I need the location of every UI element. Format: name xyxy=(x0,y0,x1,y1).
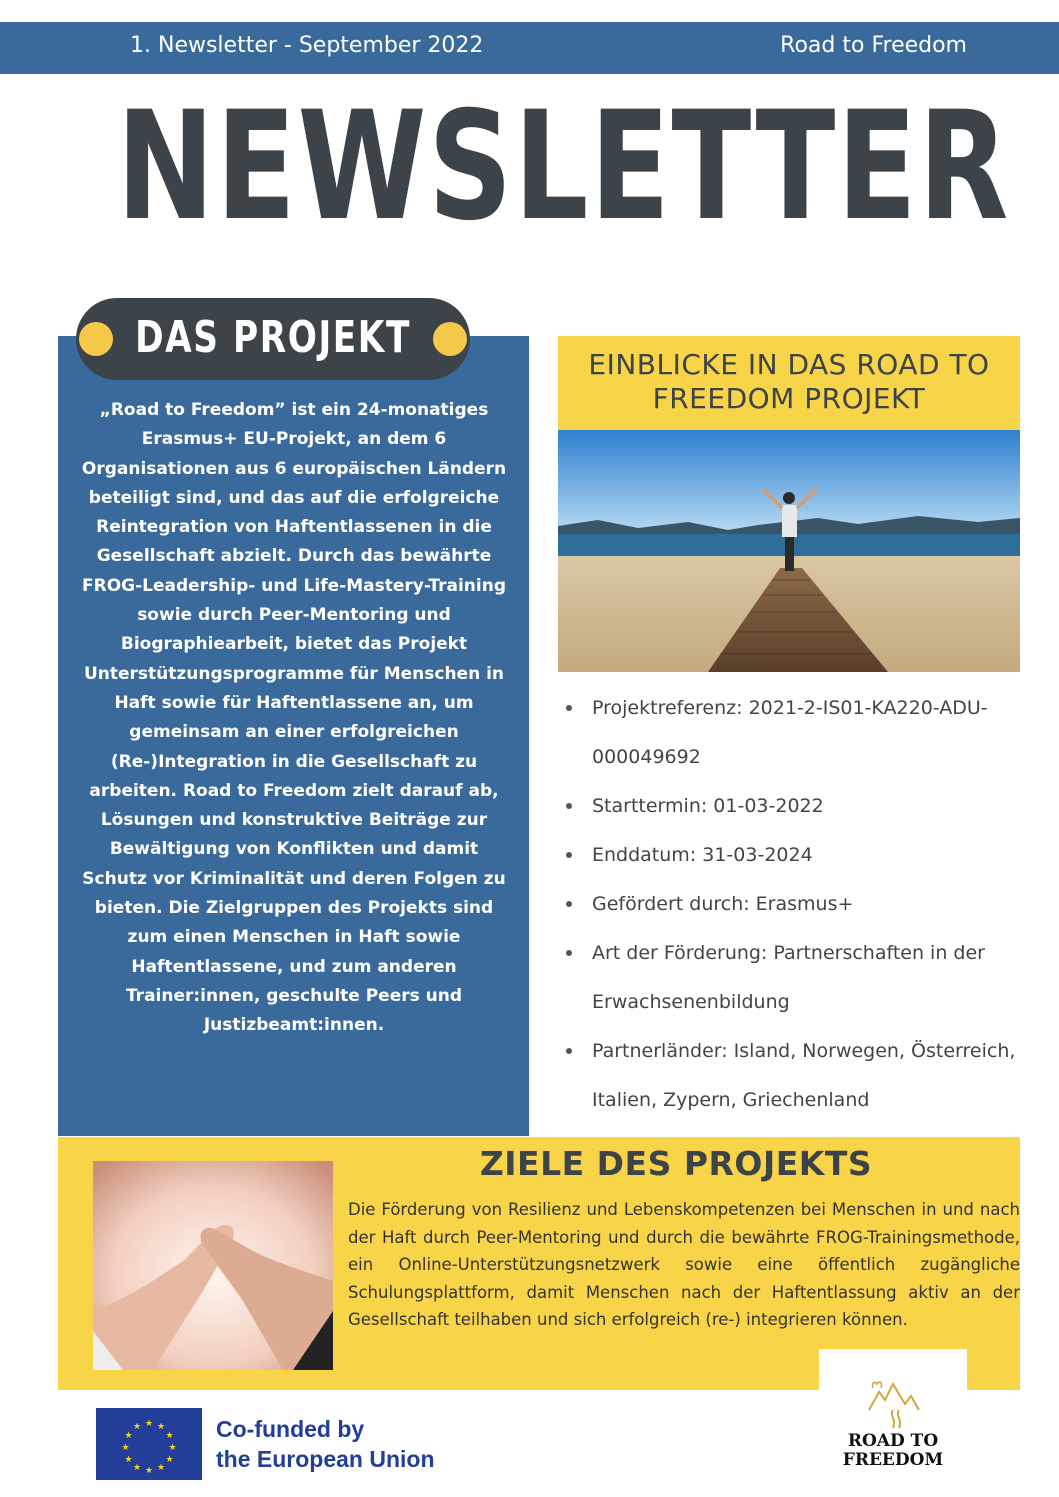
project-facts-list xyxy=(566,684,1026,1125)
ziele-description: Die Förderung von Resilienz und Lebenskompetenzen bei Menschen in und nach der Haft durch Peer-Mentoring und durch die bewährte FROG-Trainingsmethode, ein Online-Unterstützungsnetzwerk sowie eine öffentlich zugängliche Schulungsplattform, damit Menschen nach der Haftentlassung aktiv an der Gesellschaft teilhaben und sich erfolgreich (re-) integrieren können. xyxy=(348,1200,1020,1329)
projekt-title: DAS PROJEKT xyxy=(135,312,411,363)
hands-photo xyxy=(93,1161,333,1370)
svg-text:★: ★ xyxy=(156,1463,166,1473)
ziele-title: ZIELE DES PROJEKTS xyxy=(479,1144,873,1183)
eu-flag-icon xyxy=(96,1408,202,1480)
dot-icon xyxy=(79,322,113,356)
dot-icon xyxy=(433,322,467,356)
fact-funding-type: Art der Förderung: Partnerschaften in der Erwachsenenbildung xyxy=(566,929,1026,1027)
svg-text:★: ★ xyxy=(124,1455,133,1465)
beach-photo xyxy=(558,430,1020,672)
svg-text:★: ★ xyxy=(121,1443,130,1453)
logo-line-1: ROAD TO xyxy=(847,1431,939,1451)
fact-funding: Gefördert durch: Erasmus+ xyxy=(566,880,1026,929)
svg-text:★: ★ xyxy=(156,1422,166,1432)
einblicke-title: EINBLICKE IN DAS ROAD TO FREEDOM PROJEKT xyxy=(588,348,990,415)
eu-line-1: Co-funded by xyxy=(216,1416,365,1442)
road-to-freedom-logo xyxy=(828,1370,958,1480)
fact-start-date: Starttermin: 01-03-2022 xyxy=(566,782,1026,831)
svg-text:★: ★ xyxy=(144,1419,154,1429)
eu-cofunded-label xyxy=(216,1414,435,1474)
logo-line-2: FREEDOM xyxy=(842,1450,944,1470)
fact-partner-countries: Partnerländer: Island, Norwegen, Österreich, Italien, Zypern, Griechenland xyxy=(566,1027,1026,1125)
svg-text:★: ★ xyxy=(144,1466,154,1476)
mountain-road-icon xyxy=(863,1370,923,1430)
projekt-heading-pill xyxy=(76,298,470,380)
logo-wordmark xyxy=(828,1432,958,1470)
svg-text:★: ★ xyxy=(165,1455,174,1465)
projekt-description: „Road to Freedom” ist ein 24-monatiges Erasmus+ EU-Projekt, an dem 6 Organisationen aus 6 europäischen Ländern beteiligt sind, und das auf die erfolgreiche Reintegration von Haftentlassenen in die Gesellschaft abzielt. Durch das bewährte FROG-Leadership- und Life-Mastery-Training sowie durch Peer-Mentoring und Biographiearbeit, bietet das Projekt Unterstützungsprogramme für Menschen in Haft sowie für Haftentlassene an, um gemeinsam an einer erfolgreichen (Re-)Integration in die Gesellschaft zu arbeiten. Road to Freedom zielt darauf ab, Lösungen und konstruktive Beiträge zur Bewältigung von Konflikten und damit Schutz vor Kriminalität und deren Folgen zu bieten. Die Zielgruppen des Projekts sind zum einen Menschen in Haft sowie Haftentlassene, und zum anderen Trainer:innen, geschulte Peers und Justizbeamt:innen. xyxy=(81,400,507,1036)
svg-text:★: ★ xyxy=(165,1431,174,1441)
fact-end-date: Enddatum: 31-03-2024 xyxy=(566,831,1026,880)
fact-reference: Projektreferenz: 2021-2-IS01-KA220-ADU-000049692 xyxy=(566,684,1026,782)
header-bar xyxy=(0,22,1059,74)
masthead-title: NEWSLETTER xyxy=(116,80,1011,254)
brand-label: Road to Freedom xyxy=(780,33,967,58)
einblicke-header xyxy=(558,336,1020,430)
svg-text:★: ★ xyxy=(124,1431,133,1441)
issue-label: 1. Newsletter - September 2022 xyxy=(130,33,484,58)
eu-line-2: the European Union xyxy=(216,1446,435,1472)
svg-text:★: ★ xyxy=(132,1422,142,1432)
svg-text:★: ★ xyxy=(132,1463,142,1473)
svg-text:★: ★ xyxy=(168,1443,177,1453)
